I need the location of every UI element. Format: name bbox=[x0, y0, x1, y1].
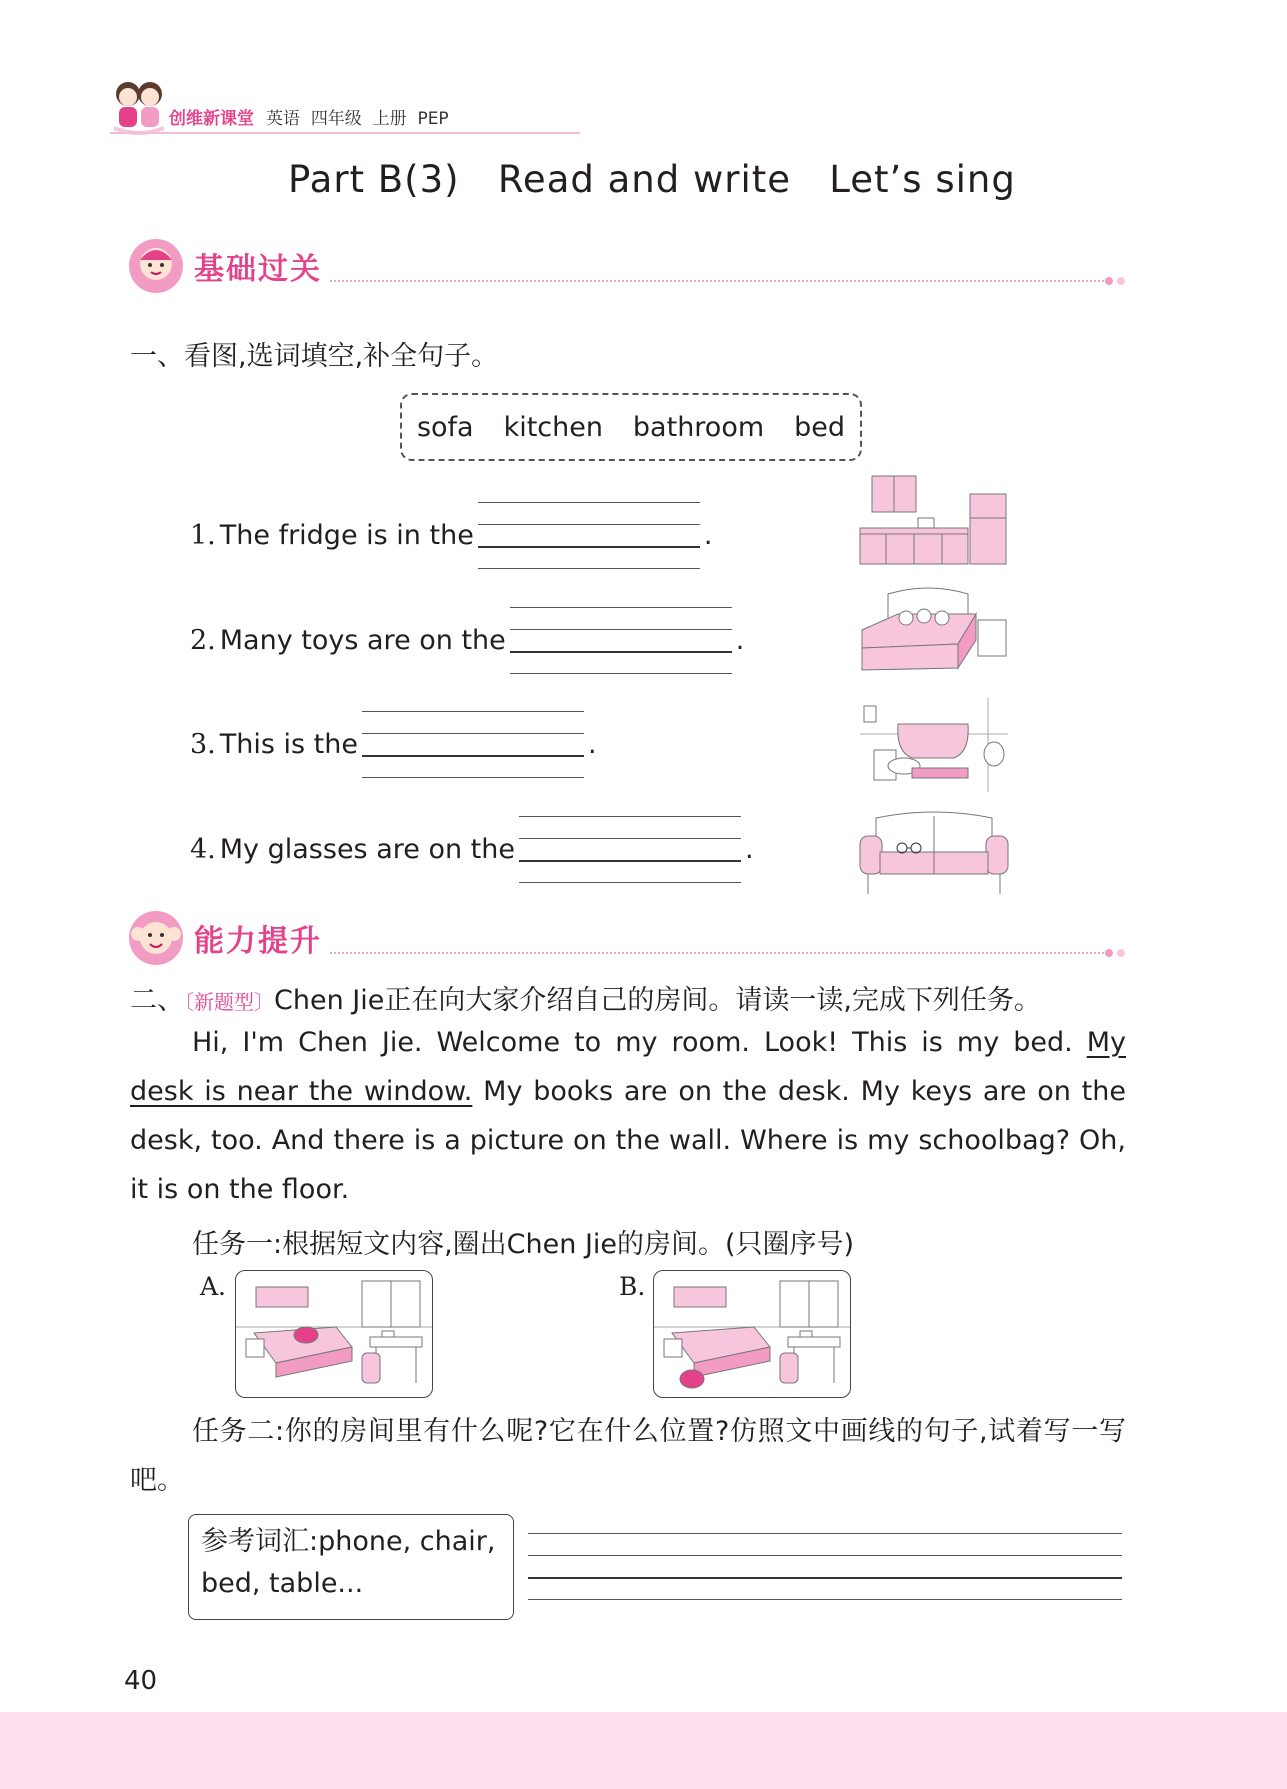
girl-mascot-icon bbox=[128, 238, 184, 294]
item-number: 2. bbox=[190, 624, 216, 656]
option-a-label[interactable]: A. bbox=[200, 1272, 227, 1301]
item-text: This is the bbox=[219, 728, 358, 760]
section-divider bbox=[330, 952, 1104, 954]
subject: 英语 bbox=[266, 109, 300, 129]
word-sofa: sofa bbox=[416, 411, 474, 443]
item-text: The fridge is in the bbox=[219, 519, 474, 551]
brand-name: 创维新课堂 bbox=[169, 109, 254, 129]
item-period: . bbox=[744, 833, 754, 865]
passage-part-2: My books are on the desk. My keys are on the desk, too. And there is a picture on the wall. Where is my schoolbag? Oh, it is on the floor. bbox=[130, 1076, 1126, 1205]
room-option-a-picture[interactable] bbox=[235, 1270, 433, 1398]
reference-words-box: 参考词汇:phone, chair, bed, table... bbox=[188, 1514, 514, 1620]
section-basic-head bbox=[128, 236, 1128, 296]
question-2-prefix: 二、 bbox=[130, 985, 184, 1016]
word-kitchen: kitchen bbox=[503, 411, 603, 443]
word-bed: bed bbox=[794, 411, 845, 443]
task-1: 任务一:根据短文内容,圈出Chen Jie的房间。(只圈序号) bbox=[192, 1229, 855, 1260]
fill-item-3 bbox=[190, 711, 597, 777]
item-period: . bbox=[735, 624, 745, 656]
bed-picture bbox=[858, 584, 1010, 676]
section-advanced-head bbox=[128, 908, 1128, 968]
header-logo bbox=[110, 76, 168, 136]
section-advanced-label: 能力提升 bbox=[194, 924, 322, 959]
answer-lines[interactable] bbox=[478, 502, 700, 568]
bathroom-picture bbox=[858, 694, 1010, 792]
section-basic-label: 基础过关 bbox=[194, 252, 322, 287]
passage-part-1: Hi, I'm Chen Jie. Welcome to my room. Look! This is my bed. bbox=[192, 1027, 1087, 1058]
item-period: . bbox=[587, 728, 597, 760]
item-text: Many toys are on the bbox=[219, 624, 506, 656]
answer-lines[interactable] bbox=[510, 607, 732, 673]
question-1-title: 一、看图,选词填空,补全句子。 bbox=[130, 341, 499, 372]
fill-item-4 bbox=[190, 816, 754, 882]
kitchen-picture bbox=[858, 474, 1010, 566]
header-meta bbox=[266, 104, 449, 129]
dots-decoration-icon bbox=[1104, 275, 1128, 287]
section-divider bbox=[330, 280, 1104, 282]
volume: 上册 bbox=[372, 109, 407, 129]
answer-lines[interactable] bbox=[362, 711, 584, 777]
new-type-tag: 〔新题型〕 bbox=[184, 990, 274, 1014]
fill-item-1 bbox=[190, 502, 712, 568]
item-number: 3. bbox=[190, 728, 216, 760]
monkey-mascot-icon bbox=[128, 910, 184, 966]
word-bathroom: bathroom bbox=[632, 411, 765, 443]
item-period: . bbox=[703, 519, 713, 551]
item-number: 1. bbox=[190, 519, 216, 551]
answer-lines[interactable] bbox=[519, 816, 741, 882]
task-2: 任务二:你的房间里有什么呢?它在什么位置?仿照文中画线的句子,试着写一写吧。 bbox=[130, 1416, 1126, 1496]
item-text: My glasses are on the bbox=[219, 833, 515, 865]
kids-logo-icon bbox=[110, 76, 168, 136]
edition: PEP bbox=[417, 109, 449, 129]
writing-lines[interactable] bbox=[528, 1533, 1122, 1599]
word-bank bbox=[400, 393, 862, 461]
question-2-text: Chen Jie正在向大家介绍自己的房间。请读一读,完成下列任务。 bbox=[274, 985, 1041, 1016]
sofa-picture bbox=[858, 810, 1010, 896]
passage-underlined-sentence: My desk is near the window. bbox=[130, 1027, 1126, 1107]
page-title: Part B(3) Read and write Let’s sing bbox=[288, 158, 1016, 201]
grade: 四年级 bbox=[310, 109, 362, 129]
question-2-title bbox=[130, 978, 1041, 1017]
header-rule bbox=[110, 132, 580, 134]
reading-passage bbox=[130, 1018, 1126, 1214]
item-number: 4. bbox=[190, 833, 216, 865]
option-b-label[interactable]: B. bbox=[619, 1272, 646, 1301]
room-option-b-picture[interactable] bbox=[653, 1270, 851, 1398]
page-number: 40 bbox=[124, 1666, 158, 1696]
dots-decoration-icon bbox=[1104, 947, 1128, 959]
bottom-band bbox=[0, 1712, 1287, 1789]
fill-item-2 bbox=[190, 607, 744, 673]
